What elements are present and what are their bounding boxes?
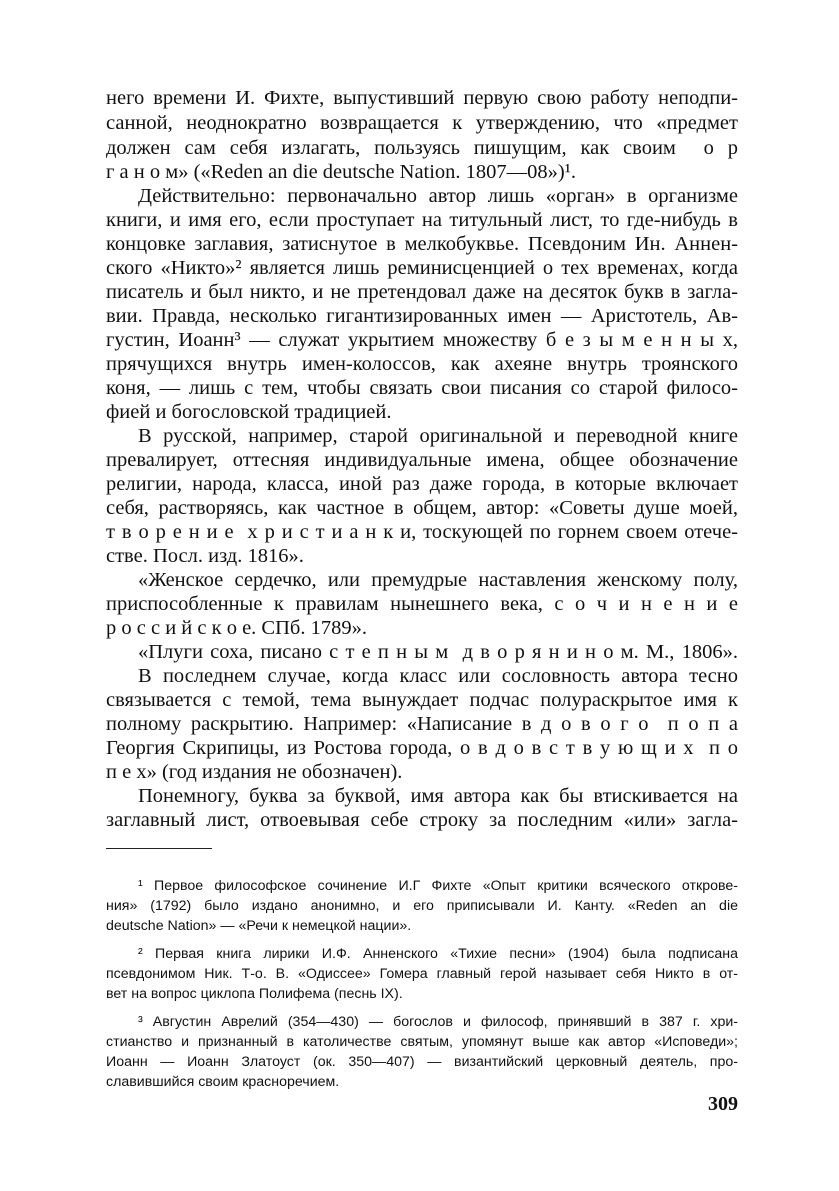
footnote-line: вет на вопрос циклопа Полифема (песнь IX). <box>106 986 403 1002</box>
text-line: вии. Правда, несколько гигантизированных имен — Аристотель, Ав- <box>106 305 738 327</box>
text-line: В последнем случае, когда класс или сословность автора тесно <box>138 665 738 687</box>
text-line: стве. Посл. изд. 1816». <box>106 545 304 567</box>
text-line: Понемногу, буква за буквой, имя автора как бы втискивается на <box>138 785 738 807</box>
text-line: В русской, например, старой оригинальной и переводной книге <box>138 425 738 447</box>
footnote-line: псевдонимом Ник. Т-о. В. «Одиссее» Гомера главный герой называет себя Никто в от- <box>106 966 738 982</box>
text-line: п е х» (год издания не обозначен). <box>106 761 403 783</box>
text-line: ского «Никто»² является лишь реминисценцией о тех временах, когда <box>106 257 738 279</box>
footnote-line: стианство и признанный в католичестве святым, упомянут выше как автор «Исповеди»; <box>106 1034 738 1050</box>
text-line: концовке заглавия, затиснутое в мелкобуквье. Псевдоним Ин. Аннен- <box>106 233 738 255</box>
text-line: себя, растворяясь, как частное в общем, автор: «Советы душе моей, <box>106 497 738 519</box>
text-line: должен сам себя излагать, пользуясь пишущим, как своим о р <box>106 137 738 159</box>
text-line: религии, народа, класса, иной раз даже города, в которые включает <box>106 473 738 495</box>
footnote-line: deutsche Nation» — «Речи к немецкой нации». <box>106 918 412 934</box>
text-line: писатель и был никто, и не претендовал даже на десяток букв в загла- <box>106 281 738 303</box>
text-line: густин, Иоанн³ — служат укрытием множеству б е з ы м е н н ы х, <box>106 329 738 351</box>
footnote-line: ³ Августин Аврелий (354—430) — богослов и философ, принявший в 387 г. хри- <box>138 1014 738 1030</box>
text-line: г а н о м» («Reden an die deutsche Nation. 1807—08»)¹. <box>106 161 577 183</box>
text-line: него времени И. Фихте, выпустивший первую свою работу неподпи- <box>106 87 738 109</box>
footnote-line: ² Первая книга лирики И.Ф. Анненского «Тихие песни» (1904) была подписана <box>138 946 738 962</box>
footnote-line: ния» (1792) было издано анонимно, и его приписывали И. Канту. «Reden an die <box>106 898 738 914</box>
text-line: прячущихся внутрь имен-колоссов, как ахеяне внутрь троянского <box>106 353 738 375</box>
text-line: заглавный лист, отвоевывая себе строку за последним «или» загла- <box>106 809 738 831</box>
text-line: превалирует, оттесняя индивидуальные имена, общее обозначение <box>106 449 738 471</box>
text-line: коня, — лишь с тем, чтобы связать свои писания со старой филосо- <box>106 377 738 399</box>
footnote-separator <box>106 848 212 849</box>
text-line: приспособленные к правилам нынешнего века, с о ч и н е н и е <box>106 593 738 615</box>
text-line: т в о р е н и е х р и с т и а н к и, тоскующей по горнем своем отече- <box>106 521 738 543</box>
text-line: р о с с и й с к о е. СПб. 1789». <box>106 617 367 639</box>
text-line: связывается с темой, тема вынуждает подчас полураскрытое имя к <box>106 689 738 711</box>
text-line: «Женское сердечко, или премудрые наставления женскому полу, <box>138 569 738 591</box>
page-number: 309 <box>708 1093 738 1115</box>
text-line: фией и богословской традицией. <box>106 401 392 423</box>
footnote-line: Иоанн — Иоанн Златоуст (ок. 350—407) — византийский церковный деятель, про- <box>106 1054 738 1070</box>
text-line: Действительно: первоначально автор лишь «орган» в организме <box>138 185 738 207</box>
text-line: санной, неоднократно возвращается к утверждению, что «предмет <box>106 112 738 134</box>
text-line: «Плуги соха, писано с т е п н ы м д в о р я н и н о м. М., 1806». <box>138 641 738 663</box>
text-line: книги, и имя его, если проступает на титульный лист, то где-нибудь в <box>106 209 738 231</box>
footnote-line: ¹ Первое философское сочинение И.Г Фихте «Опыт критики всяческого открове- <box>138 878 738 894</box>
footnote-line: славившийся своим красноречием. <box>106 1074 340 1090</box>
text-line: Георгия Скрипицы, из Ростова города, о в д о в с т в у ю щ и х п о <box>106 737 738 759</box>
text-line: полному раскрытию. Например: «Написание в д о в о г о п о п а <box>106 713 738 735</box>
